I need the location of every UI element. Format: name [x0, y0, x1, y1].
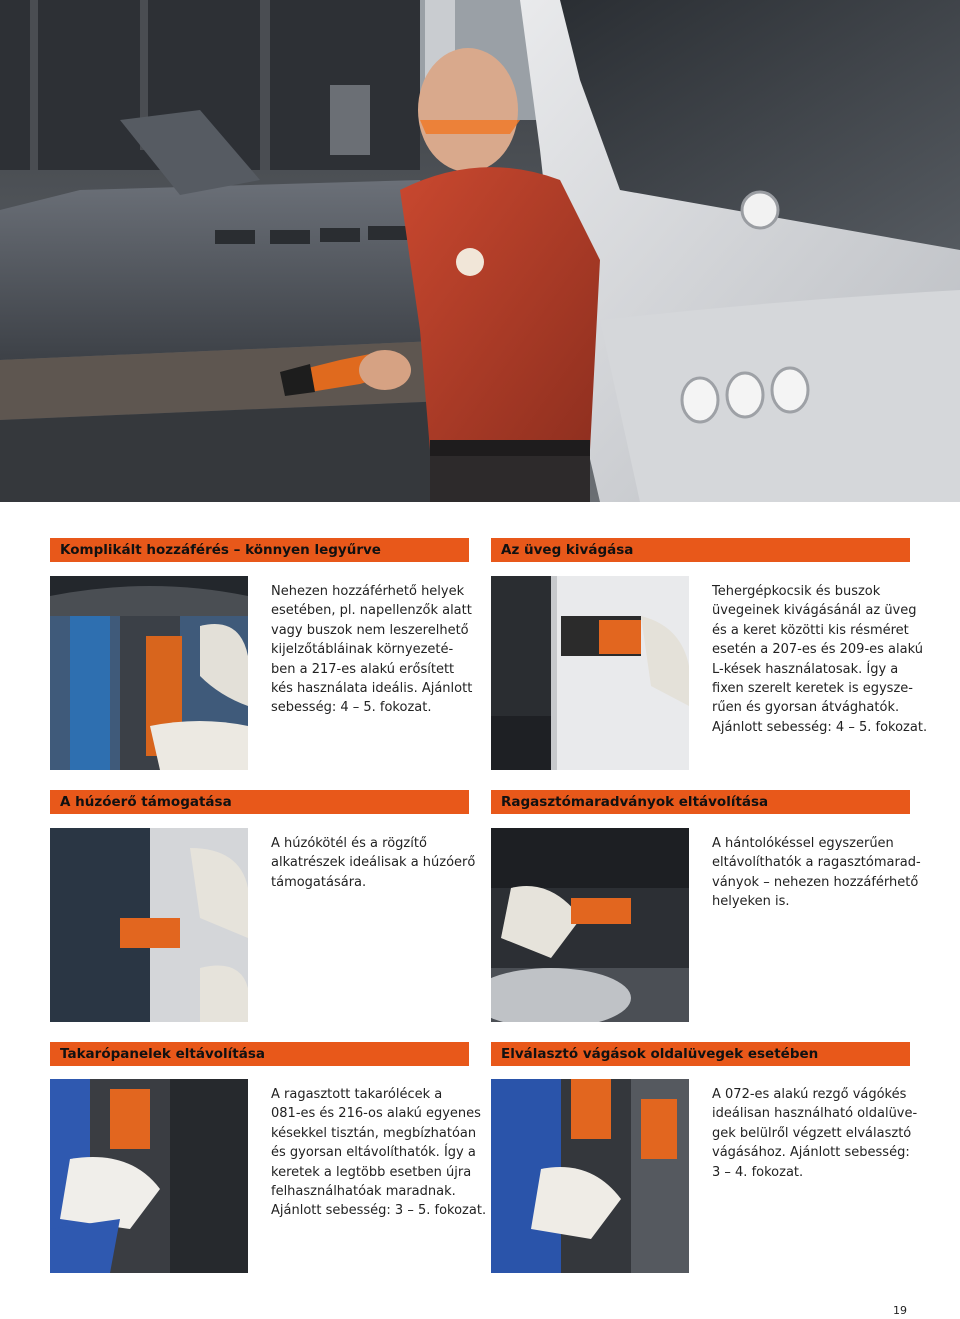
section-photo-6: [491, 1079, 689, 1273]
section-text-line: eltávolíthatók a ragasztómarad-: [712, 855, 921, 871]
section-heading-5: Takarópanelek eltávolítása: [50, 1042, 469, 1066]
section-text-line: vágásához. Ajánlott sebesség:: [712, 1145, 910, 1161]
section-text-4: [712, 834, 921, 912]
section-text-line: A hántolókéssel egyszerűen: [712, 836, 894, 851]
section-text-line: L-kések használatosak. Így a: [712, 661, 899, 677]
section-photo-3: [50, 828, 248, 1022]
section-text-line: sebesség: 4 – 5. fokozat.: [271, 700, 432, 716]
section-text-line: helyeken is.: [712, 894, 790, 910]
section-text-line: támogatására.: [271, 874, 367, 890]
section-text-line: felhasználhatóak maradnak.: [271, 1184, 456, 1200]
section-text-line: 081-es és 216-os alakú egyenes: [271, 1106, 481, 1122]
section-text-line: Ajánlott sebesség: 3 – 5. fokozat.: [271, 1203, 487, 1219]
section-heading-6: Elválasztó vágások oldalüvegek esetében: [491, 1042, 910, 1066]
section-heading-2: Az üveg kivágása: [491, 538, 910, 562]
section-photo-4: [491, 828, 689, 1022]
section-text-line: Ajánlott sebesség: 4 – 5. fokozat.: [712, 719, 928, 735]
section-text-line: és gyorsan eltávolíthatók. Így a: [271, 1145, 476, 1161]
section-text-line: késekkel tisztán, megbízhatóan: [271, 1125, 477, 1141]
section-text-line: A ragasztott takarólécek a: [271, 1087, 443, 1102]
section-text-line: kés használata ideális. Ajánlott: [271, 681, 473, 697]
section-text-3: [271, 834, 475, 892]
section-text-line: fixen szerelt keretek is egysze-: [712, 681, 913, 697]
section-text-line: esetén a 207-es és 209-es alakú: [712, 642, 923, 658]
hero-photo: [0, 0, 960, 502]
page-number: 19: [893, 1304, 907, 1317]
section-text-5: [271, 1085, 486, 1221]
section-text-line: 3 – 4. fokozat.: [712, 1164, 804, 1180]
section-text-line: ben a 217-es alakú erősített: [271, 661, 455, 677]
section-heading-1: Komplikált hozzáférés – könnyen legyűrve: [50, 538, 469, 562]
section-photo-2: [491, 576, 689, 770]
section-text-line: és a keret közötti kis résméret: [712, 622, 909, 638]
section-text-line: Tehergépkocsik és buszok: [712, 584, 881, 599]
section-text-line: gek belülről végzett elválasztó: [712, 1125, 912, 1141]
section-photo-1: [50, 576, 248, 770]
section-heading-3: A húzóerő támogatása: [50, 790, 469, 814]
section-text-1: [271, 582, 472, 718]
section-text-line: A húzókötél és a rögzítő: [271, 836, 427, 851]
section-text-line: kijelzőtábláinak környezeté-: [271, 642, 454, 658]
section-text-line: üvegeinek kivágásánál az üveg: [712, 603, 917, 619]
hero-photo-illustration: [0, 0, 960, 502]
section-text-line: ványok – nehezen hozzáférhető: [712, 874, 919, 890]
section-text-6: [712, 1085, 917, 1182]
section-text-2: [712, 582, 927, 737]
section-text-line: vagy buszok nem leszerelhető: [271, 622, 469, 638]
section-text-line: A 072-es alakú rezgő vágókés: [712, 1087, 907, 1102]
section-text-line: Nehezen hozzáférhető helyek: [271, 584, 465, 599]
section-text-line: rűen és gyorsan átvághatók.: [712, 700, 900, 716]
section-text-line: esetében, pl. napellenzők alatt: [271, 603, 472, 619]
section-heading-4: Ragasztómaradványok eltávolítása: [491, 790, 910, 814]
section-text-line: ideálisan használható oldalüve-: [712, 1106, 918, 1122]
section-text-line: alkatrészek ideálisak a húzóerő: [271, 855, 476, 871]
section-photo-5: [50, 1079, 248, 1273]
section-text-line: keretek a legtöbb esetben újra: [271, 1164, 472, 1180]
